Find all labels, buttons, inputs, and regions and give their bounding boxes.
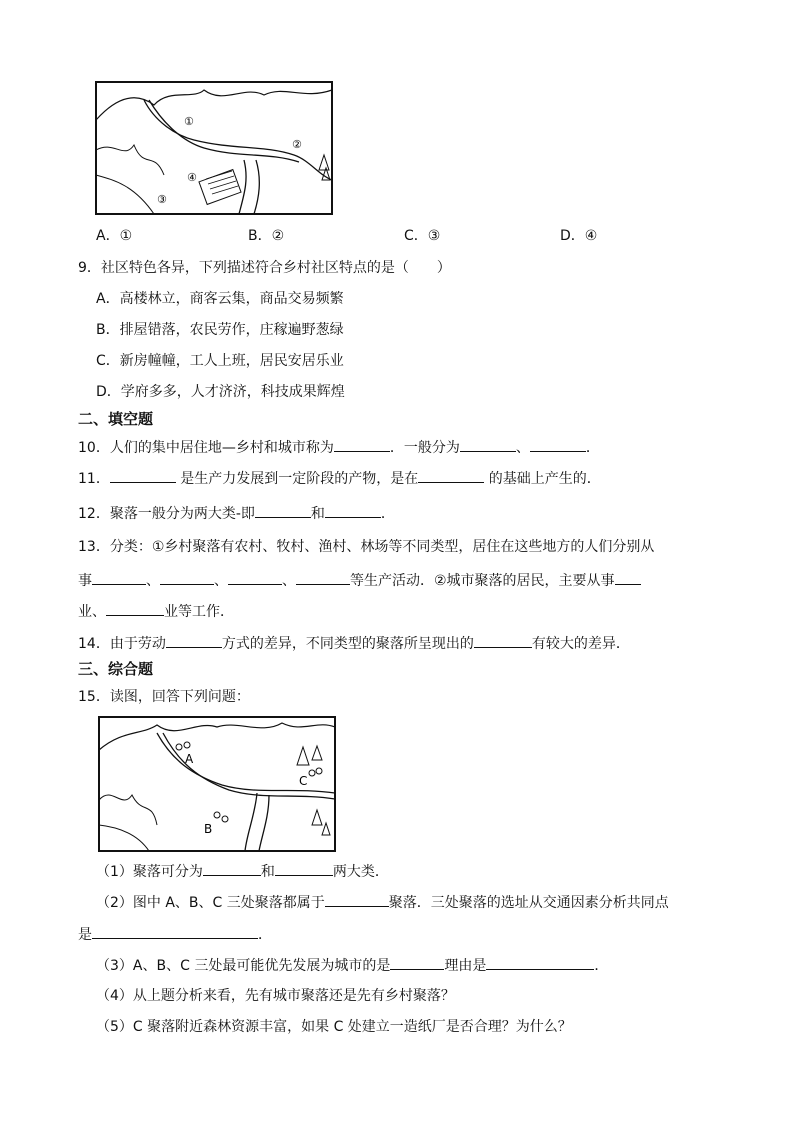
q15-s1-text-2: 和 [260,864,275,880]
q14 [78,633,630,654]
q11-blank-2[interactable] [418,468,484,483]
q15-sub-3 [96,955,608,976]
q15-sub-4: （4）从上题分析来看，先有城市聚落还是先有乡村聚落？ [96,988,455,1004]
q9-option-a[interactable]: A．高楼林立，商客云集，商品交易频繁 [96,291,344,307]
q10-blank-3[interactable] [530,437,586,452]
q10-blank-1[interactable] [334,437,390,452]
q13-text-2: 、 [146,573,160,589]
q13-blank-5[interactable] [615,570,641,585]
q12 [78,503,395,524]
q10 [78,437,600,458]
q15-s2-text-1: （2）图中 A、B、C 三处聚落都属于 [96,895,325,911]
map1-label-4: ④ [187,171,197,184]
settlement-map-1 [94,80,338,218]
q15-s2-text-3: 是 [78,927,92,943]
q12-blank-1[interactable] [255,503,311,518]
q8-option-d[interactable]: D．④ [560,228,598,244]
map2-label-c: C [299,774,308,788]
q15-s2-text-4: ． [258,927,272,943]
q10-text-3: 、 [515,440,530,456]
q10-text-1: 10．人们的集中居住地—乡村和城市称为 [78,440,334,456]
q14-text-2: 方式的差异，不同类型的聚落所呈现出的 [221,636,474,652]
map1-label-1: ① [184,115,194,128]
q9-option-b[interactable]: B．排屋错落，农民劳作，庄稼遍野葱绿 [96,322,344,338]
q14-text-3: 有较大的差异． [531,636,630,652]
q15-s3-blank-1[interactable] [390,955,444,970]
q15-s1-blank-2[interactable] [275,861,333,876]
q15-s1-text-3: 两大类． [332,864,389,880]
q15-s3-blank-2[interactable] [486,955,594,970]
q11 [78,468,601,489]
map1-label-2: ② [292,138,302,151]
q13-text-7: 业等工作． [164,604,234,620]
q12-blank-2[interactable] [325,503,381,518]
settlement-map-2 [97,715,339,855]
q15-stem: 15．读图，回答下列问题： [78,689,250,705]
q15-s2-blank-2[interactable] [92,924,258,939]
q8-option-b[interactable]: B．② [248,228,285,244]
q15-s2-blank-1[interactable] [325,892,389,907]
q11-blank-1[interactable] [110,468,176,483]
q12-text-3: ． [380,506,395,522]
q10-blank-2[interactable] [460,437,516,452]
q13-line-1: 13．分类：①乡村聚落有农村、牧村、渔村、林场等不同类型，居住在这些地方的人们分别从 [78,539,655,555]
q15-sub-1 [96,861,389,882]
q15-sub-2 [96,892,669,913]
map1-label-3: ③ [157,193,167,206]
q12-text-1: 12．聚落一般分为两大类-即 [78,506,255,522]
q15-s3-text-3: ． [594,958,609,974]
q9-option-c[interactable]: C．新房幢幢，工人上班，居民安居乐业 [96,353,344,369]
q14-text-1: 14．由于劳动 [78,636,166,652]
section3-title: 三、综合题 [78,660,154,678]
q15-s3-text-2: 理由是 [444,958,487,974]
q13-blank-3[interactable] [228,570,282,585]
q13-text-3: 、 [214,573,228,589]
q13-text-4: 、 [282,573,296,589]
q9-option-d[interactable]: D．学府多多，人才济济，科技成果辉煌 [96,384,345,400]
q15-sub-5: （5）C 聚落附近森林资源丰富，如果 C 处建立一造纸厂是否合理？为什么？ [96,1019,572,1035]
map2-label-b: B [204,822,213,836]
q8-option-a[interactable]: A．① [96,228,133,244]
q15-sub-2-line-2 [78,924,272,945]
q15-s2-text-2: 聚落．三处聚落的选址从交通因素分析共同点 [388,895,669,911]
q13-text-6: 业、 [78,604,106,620]
q15-s1-text-1: （1）聚落可分为 [96,864,203,880]
q13-blank-2[interactable] [160,570,214,585]
q11-text-1: 11． [78,471,110,487]
q13-text-5: 等生产活动．②城市聚落的居民，主要从事 [350,573,615,589]
q13-blank-6[interactable] [106,601,164,616]
section2-title: 二、填空题 [78,410,154,428]
q13-line-3 [78,601,234,622]
q14-blank-1[interactable] [166,633,222,648]
q8-option-c[interactable]: C．③ [404,228,441,244]
q10-text-2: ．一般分为 [389,440,460,456]
q15-s3-text-1: （3）A、B、C 三处最可能优先发展为城市的是 [96,958,391,974]
q10-text-4: ． [585,440,600,456]
q9-stem: 9．社区特色各异，下列描述符合乡村社区特点的是（ ） [78,260,451,276]
q12-text-2: 和 [310,506,325,522]
q13-line-2 [78,570,641,591]
q15-s1-blank-1[interactable] [203,861,261,876]
q11-text-2: 是生产力发展到一定阶段的产物，是在 [175,471,419,487]
q14-blank-2[interactable] [474,633,532,648]
map2-label-a: A [185,752,194,766]
q11-text-3: 的基础上产生的． [484,471,601,487]
q13-text-1: 事 [78,573,92,589]
q13-blank-4[interactable] [296,570,350,585]
q13-blank-1[interactable] [92,570,146,585]
